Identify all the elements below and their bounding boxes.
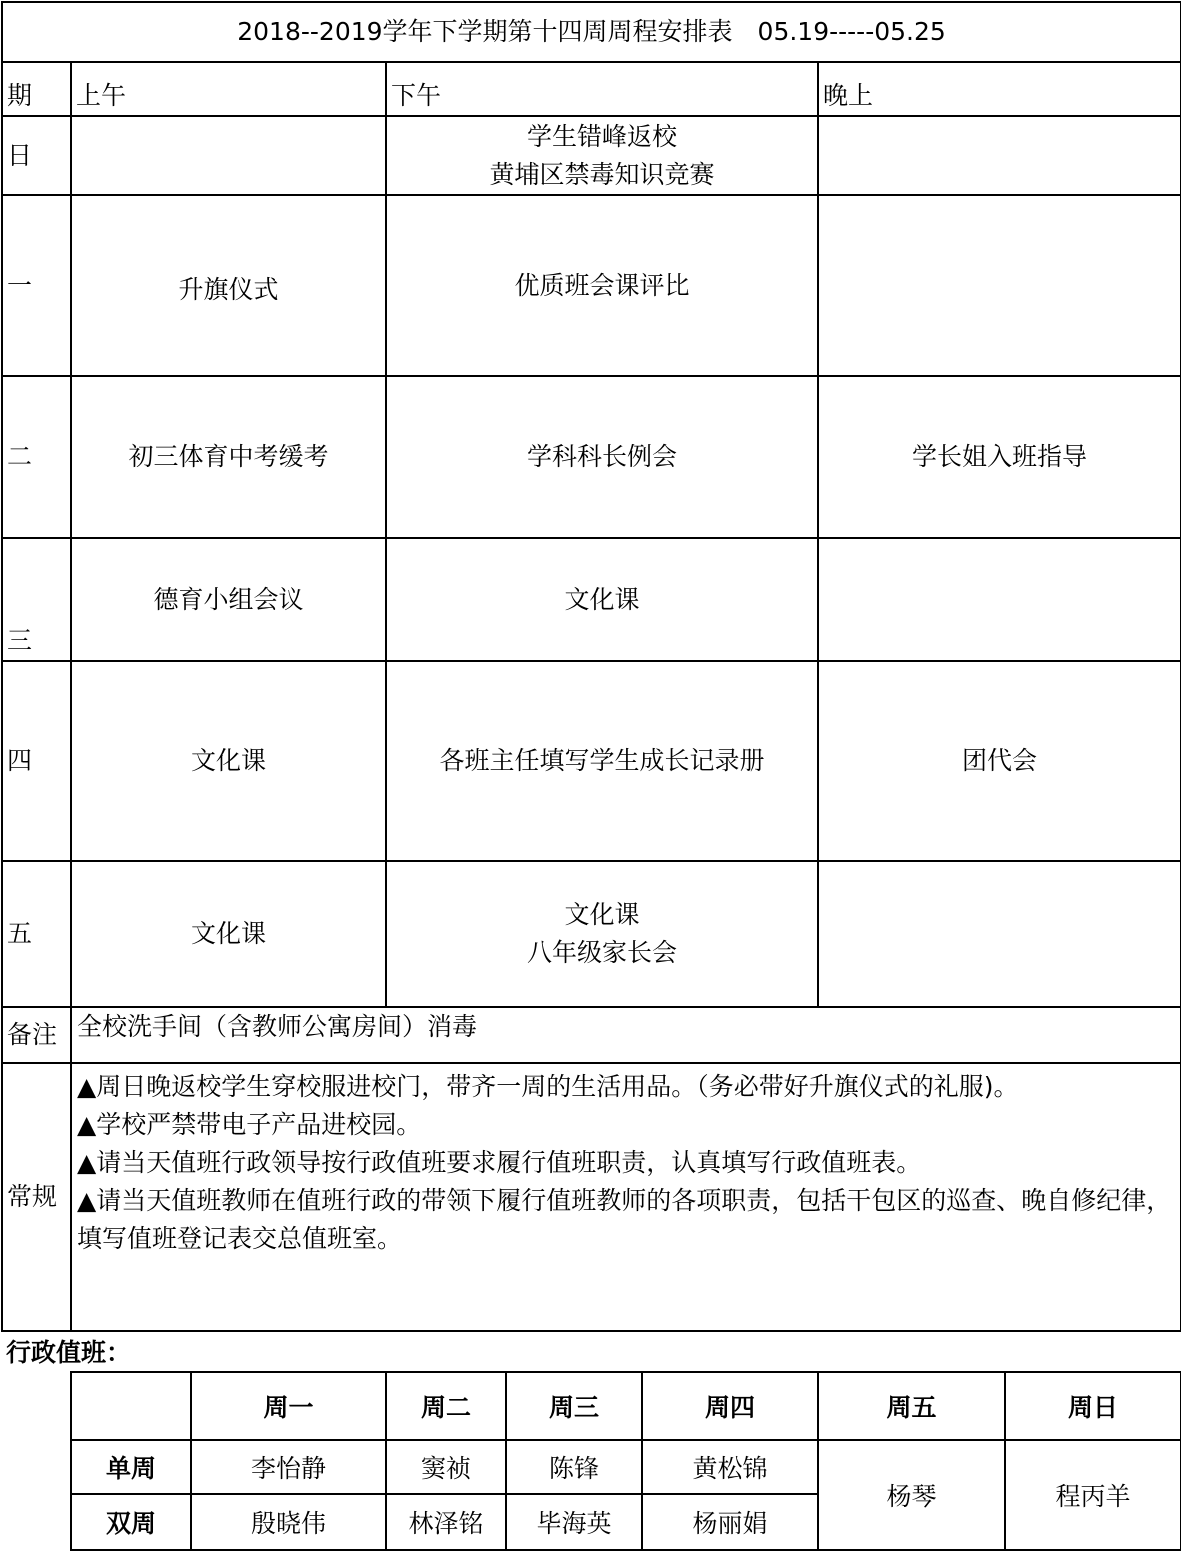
header-morning: 上午 (71, 62, 386, 116)
day-row-wednesday (2, 538, 1181, 661)
day-row-friday (2, 861, 1181, 1007)
event-text: 文化课 (564, 900, 640, 929)
morning-cell (71, 195, 386, 376)
duty-col-wednesday: 周三 (506, 1372, 642, 1440)
routine-item: ▲周日晚返校学生穿校服进校门，带齐一周的生活用品。（务必带好升旗仪式的礼服)。 (77, 1072, 1019, 1101)
event-text: 文化课 (190, 746, 266, 775)
duty-name: 杨丽娟 (642, 1494, 818, 1550)
day-label: 一 (2, 195, 71, 376)
duty-name-friday: 杨琴 (818, 1440, 1005, 1550)
duty-col-tuesday: 周二 (386, 1372, 506, 1440)
header-afternoon: 下午 (386, 62, 818, 116)
event-text: 优质班会课评比 (514, 270, 690, 300)
duty-col-friday: 周五 (818, 1372, 1005, 1440)
remarks-row (2, 1007, 1181, 1063)
duty-name: 黄松锦 (642, 1440, 818, 1494)
day-row-sunday (2, 116, 1181, 195)
event-text: 学长姐入班指导 (912, 442, 1088, 471)
duty-col-monday: 周一 (191, 1372, 386, 1440)
routine-label: 常规 (2, 1063, 71, 1331)
morning-cell (71, 661, 386, 861)
evening-cell (818, 376, 1181, 538)
day-row-tuesday (2, 376, 1181, 538)
header-period: 期 (2, 62, 71, 116)
day-label: 五 (2, 861, 71, 1007)
event-text: 学科科长例会 (526, 442, 677, 471)
afternoon-cell (386, 661, 818, 861)
day-label: 日 (2, 116, 71, 195)
event-text: 初三体育中考缓考 (128, 442, 329, 471)
day-label: 二 (2, 376, 71, 538)
remarks-text: 全校洗手间（含教师公寓房间）消毒 (71, 1007, 1181, 1063)
routine-item: ▲请当天值班行政领导按行政值班要求履行值班职责，认真填写行政值班表。 (77, 1148, 922, 1177)
day-row-thursday (2, 661, 1181, 861)
duty-name: 殷晓伟 (191, 1494, 386, 1550)
duty-name: 李怡静 (191, 1440, 386, 1494)
duty-name-sunday: 程丙羊 (1005, 1440, 1181, 1550)
morning-cell (71, 861, 386, 1007)
routine-item: ▲学校严禁带电子产品进校园。 (77, 1110, 422, 1139)
duty-header-row (71, 1372, 1181, 1440)
event-text: 德育小组会议 (153, 584, 304, 614)
day-row-monday (2, 195, 1181, 376)
duty-row-single-week (71, 1440, 1181, 1494)
afternoon-cell (386, 538, 818, 661)
routine-item: ▲请当天值班教师在值班行政的带领下履行值班教师的各项职责，包括干包区的巡查、晚自修纪律，填写值班登记表交总值班室。 (77, 1186, 1172, 1253)
event-text: 团代会 (962, 746, 1038, 775)
evening-cell (818, 861, 1181, 1007)
afternoon-cell (386, 376, 818, 538)
header-evening: 晚上 (818, 62, 1181, 116)
day-label: 三 (2, 538, 71, 661)
duty-name: 窦祯 (386, 1440, 506, 1494)
routine-row (2, 1063, 1181, 1331)
morning-cell (71, 376, 386, 538)
routine-list (71, 1063, 1181, 1331)
afternoon-cell (386, 861, 818, 1007)
evening-cell (818, 116, 1181, 195)
afternoon-cell (386, 116, 818, 195)
duty-section-title: 行政值班： (6, 1338, 132, 1367)
event-text: 各班主任填写学生成长记录册 (439, 746, 765, 775)
title-row (2, 2, 1181, 62)
duty-row-label: 双周 (71, 1494, 191, 1550)
event-text: 黄埔区禁毒知识竞赛 (489, 159, 715, 189)
morning-cell (71, 538, 386, 661)
schedule-table (1, 1, 1181, 1332)
duty-name: 林泽铭 (386, 1494, 506, 1550)
event-text: 文化课 (564, 584, 640, 614)
event-text: 八年级家长会 (526, 938, 677, 967)
header-row (2, 62, 1181, 116)
evening-cell (818, 195, 1181, 376)
remarks-label: 备注 (2, 1007, 71, 1063)
afternoon-cell (386, 195, 818, 376)
evening-cell (818, 661, 1181, 861)
duty-col-thursday: 周四 (642, 1372, 818, 1440)
duty-name: 陈锋 (506, 1440, 642, 1494)
day-label: 四 (2, 661, 71, 861)
event-text: 学生错峰返校 (526, 121, 677, 151)
duty-corner-cell (71, 1372, 191, 1440)
page-title: 2018--2019学年下学期第十四周周程安排表 05.19-----05.25 (2, 2, 1181, 62)
duty-row-label: 单周 (71, 1440, 191, 1494)
evening-cell (818, 538, 1181, 661)
morning-cell (71, 116, 386, 195)
duty-name: 毕海英 (506, 1494, 642, 1550)
duty-table (70, 1371, 1181, 1551)
event-text: 文化课 (190, 919, 266, 948)
event-text: 升旗仪式 (178, 274, 279, 304)
duty-col-sunday: 周日 (1005, 1372, 1181, 1440)
